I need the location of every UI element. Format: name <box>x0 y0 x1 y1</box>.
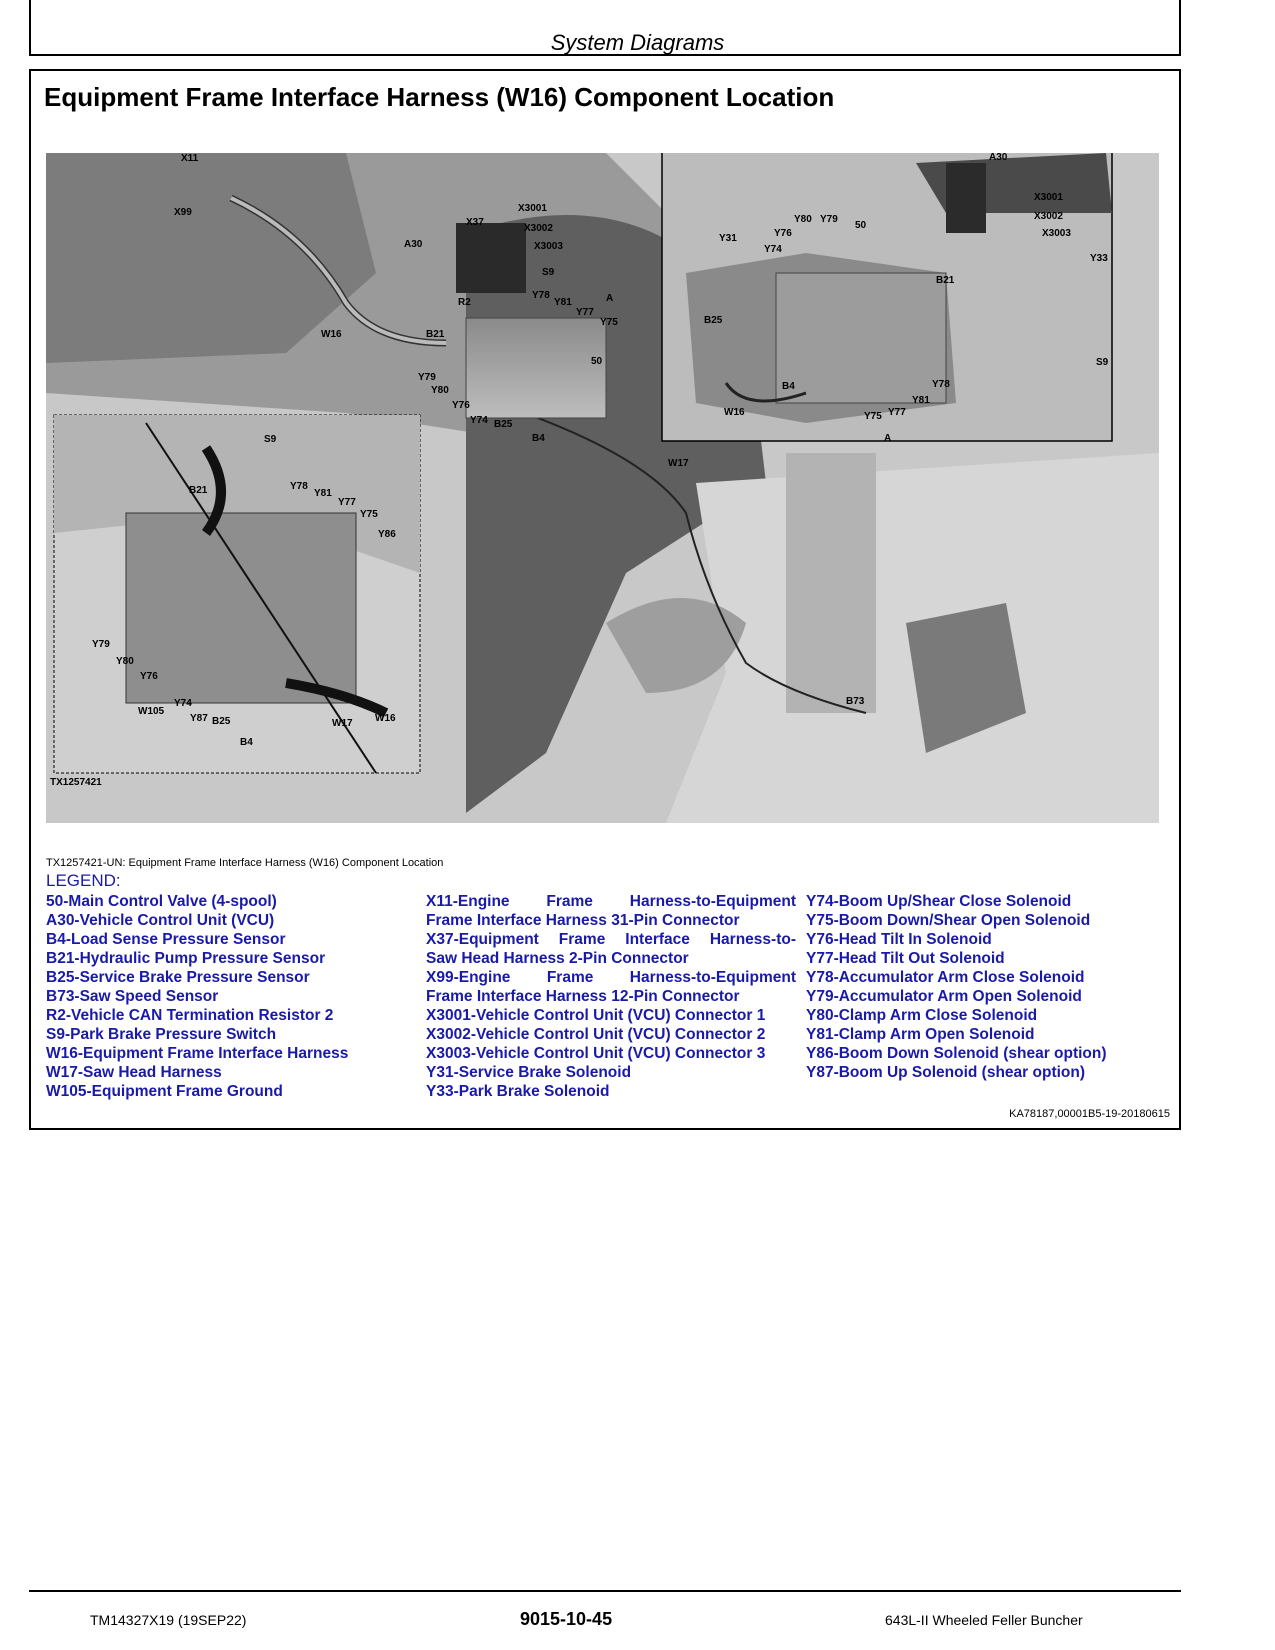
component-location-figure <box>46 153 1159 823</box>
legend-item: B21-Hydraulic Pump Pressure Sensor <box>46 950 326 967</box>
header-title: System Diagrams <box>550 30 725 55</box>
detail-a-callout-y76: Y76 <box>774 228 792 239</box>
detail-b-callout-y75: Y75 <box>360 509 378 520</box>
legend-item: W105-Equipment Frame Ground <box>46 1083 283 1100</box>
legend-column-1 <box>46 892 406 1101</box>
main-callout-y80: Y80 <box>431 385 449 396</box>
main-callout-x3001: X3001 <box>518 203 547 214</box>
legend-item: X3002-Vehicle Control Unit (VCU) Connector 2 <box>426 1026 766 1043</box>
main-callout-x37: X37 <box>466 217 484 228</box>
main-callout-x3002: X3002 <box>524 223 553 234</box>
main-callout-y79: Y79 <box>418 372 436 383</box>
detail-a-callout-y81: Y81 <box>912 395 930 406</box>
main-callout-b73: B73 <box>846 696 865 707</box>
footer-rule <box>29 1590 1181 1592</box>
main-callout-y77: Y77 <box>576 307 594 318</box>
main-callout-b25: B25 <box>494 419 513 430</box>
main-callout-x11: X11 <box>181 153 199 164</box>
detail-b-callout-w16: W16 <box>375 713 396 724</box>
legend-item: 50-Main Control Valve (4-spool) <box>46 893 277 910</box>
detail-a-callout-b21: B21 <box>936 275 955 286</box>
detail-a-callout-b25: B25 <box>704 315 723 326</box>
detail-b-callout-y74: Y74 <box>174 698 192 709</box>
detail-a-callout-y79: Y79 <box>820 214 838 225</box>
main-callout-x3003: X3003 <box>534 241 563 252</box>
main-callout-x99: X99 <box>174 207 192 218</box>
detail-a-callout-50: 50 <box>855 220 867 231</box>
detail-a-callout-s9: S9 <box>1096 357 1109 368</box>
detail-a-callout-y33: Y33 <box>1090 253 1108 264</box>
main-callout-y76: Y76 <box>452 400 470 411</box>
main-callout-w16: W16 <box>321 329 342 340</box>
main-callout-y74: Y74 <box>470 415 488 426</box>
detail-a-callout-y78: Y78 <box>932 379 950 390</box>
legend-item: Y80-Clamp Arm Close Solenoid <box>806 1007 1038 1024</box>
legend-item: Y31-Service Brake Solenoid <box>426 1064 632 1081</box>
detail-b-callout-b4: B4 <box>240 737 253 748</box>
legend-item: S9-Park Brake Pressure Switch <box>46 1026 277 1043</box>
detail-b-callout-b25: B25 <box>212 716 231 727</box>
main-callout-a30: A30 <box>404 239 423 250</box>
footer-page-number: 9015-10-45 <box>520 1609 613 1629</box>
legend-column-3 <box>806 892 1166 1082</box>
main-callout-s9: S9 <box>542 267 555 278</box>
legend-heading: LEGEND: <box>46 871 121 890</box>
main-callout-b4: B4 <box>532 433 545 444</box>
detail-a-callout-a30: A30 <box>989 153 1008 163</box>
legend-item: Y75-Boom Down/Shear Open Solenoid <box>806 912 1091 929</box>
detail-a-callout-w16: W16 <box>724 407 745 418</box>
figure-caption: TX1257421-UN: Equipment Frame Interface Harness (W16) Component Location <box>46 857 444 869</box>
detail-b-callout-y80: Y80 <box>116 656 134 667</box>
detail-a-callout-y74: Y74 <box>764 244 782 255</box>
detail-b-callout-y78: Y78 <box>290 481 308 492</box>
main-callout-b21: B21 <box>426 329 445 340</box>
legend-item: B4-Load Sense Pressure Sensor <box>46 931 286 948</box>
figure-id-label: TX1257421 <box>50 777 102 788</box>
footer-manual-id: TM14327X19 (19SEP22) <box>90 1612 247 1628</box>
detail-a-callout-y75: Y75 <box>864 411 882 422</box>
legend-item: X3001-Vehicle Control Unit (VCU) Connector 1 <box>426 1007 766 1024</box>
legend-item: Y86-Boom Down Solenoid (shear option) <box>806 1045 1107 1062</box>
detail-a-callout-a: A <box>884 433 892 444</box>
detail-a-callout-x3002: X3002 <box>1034 211 1063 222</box>
legend-item: Saw Head Harness 2-Pin Connector <box>426 950 689 967</box>
detail-b-callout-y79: Y79 <box>92 639 110 650</box>
legend-item: A30-Vehicle Control Unit (VCU) <box>46 912 275 929</box>
detail-a-callout-x3003: X3003 <box>1042 228 1071 239</box>
detail-b-callout-w17: W17 <box>332 718 353 729</box>
legend-item: Y78-Accumulator Arm Close Solenoid <box>806 969 1085 986</box>
detail-b-callout-s9: S9 <box>264 434 277 445</box>
main-callout-y75: Y75 <box>600 317 618 328</box>
detail-a-callout-y77: Y77 <box>888 407 906 418</box>
detail-b-callout-y81: Y81 <box>314 488 332 499</box>
legend-item: W16-Equipment Frame Interface Harness <box>46 1045 349 1062</box>
legend-item: X3003-Vehicle Control Unit (VCU) Connector 3 <box>426 1045 766 1062</box>
legend-item: B25-Service Brake Pressure Sensor <box>46 969 310 986</box>
legend-item: Y79-Accumulator Arm Open Solenoid <box>806 988 1082 1005</box>
main-callout-y81: Y81 <box>554 297 572 308</box>
detail-b-callout-w105: W105 <box>138 706 165 717</box>
legend-item: R2-Vehicle CAN Termination Resistor 2 <box>46 1007 334 1024</box>
legend-item: X37-Equipment Frame Interface Harness-to- <box>426 931 796 948</box>
footer-model: 643L-II Wheeled Feller Buncher <box>885 1612 1083 1628</box>
main-callout-50: 50 <box>591 356 603 367</box>
detail-a-callout-b4: B4 <box>782 381 795 392</box>
reference-id: KA78187,00001B5-19-20180615 <box>1009 1108 1170 1120</box>
figure-illustration <box>46 153 1159 823</box>
legend-item: X99-Engine Frame Harness-to-Equipment <box>426 969 796 986</box>
legend-item: Y81-Clamp Arm Open Solenoid <box>806 1026 1035 1043</box>
legend-item: Y74-Boom Up/Shear Close Solenoid <box>806 893 1072 910</box>
detail-b-callout-b21: B21 <box>189 485 208 496</box>
detail-a-callout-y31: Y31 <box>719 233 737 244</box>
detail-b-callout-y86: Y86 <box>378 529 396 540</box>
detail-b-callout-y76: Y76 <box>140 671 158 682</box>
section-title: Equipment Frame Interface Harness (W16) Component Location <box>44 82 835 112</box>
main-callout-y78: Y78 <box>532 290 550 301</box>
detail-b-callout-y87: Y87 <box>190 713 208 724</box>
main-callout-r2: R2 <box>458 297 471 308</box>
main-callout-w17: W17 <box>668 458 689 469</box>
legend-item: Y33-Park Brake Solenoid <box>426 1083 610 1100</box>
detail-a-callout-x3001: X3001 <box>1034 192 1063 203</box>
legend-item: B73-Saw Speed Sensor <box>46 988 219 1005</box>
legend-item: X11-Engine Frame Harness-to-Equipment <box>426 893 796 910</box>
main-callout-a: A <box>606 293 614 304</box>
legend-item: Y76-Head Tilt In Solenoid <box>806 931 992 948</box>
legend-item: Frame Interface Harness 12-Pin Connector <box>426 988 740 1005</box>
legend-item: Y77-Head Tilt Out Solenoid <box>806 950 1005 967</box>
legend-item: W17-Saw Head Harness <box>46 1064 222 1081</box>
legend-item: Y87-Boom Up Solenoid (shear option) <box>806 1064 1086 1081</box>
detail-a-callout-y80: Y80 <box>794 214 812 225</box>
legend-item: Frame Interface Harness 31-Pin Connector <box>426 912 740 929</box>
detail-b-callout-y77: Y77 <box>338 497 356 508</box>
legend-column-2 <box>426 892 796 1101</box>
